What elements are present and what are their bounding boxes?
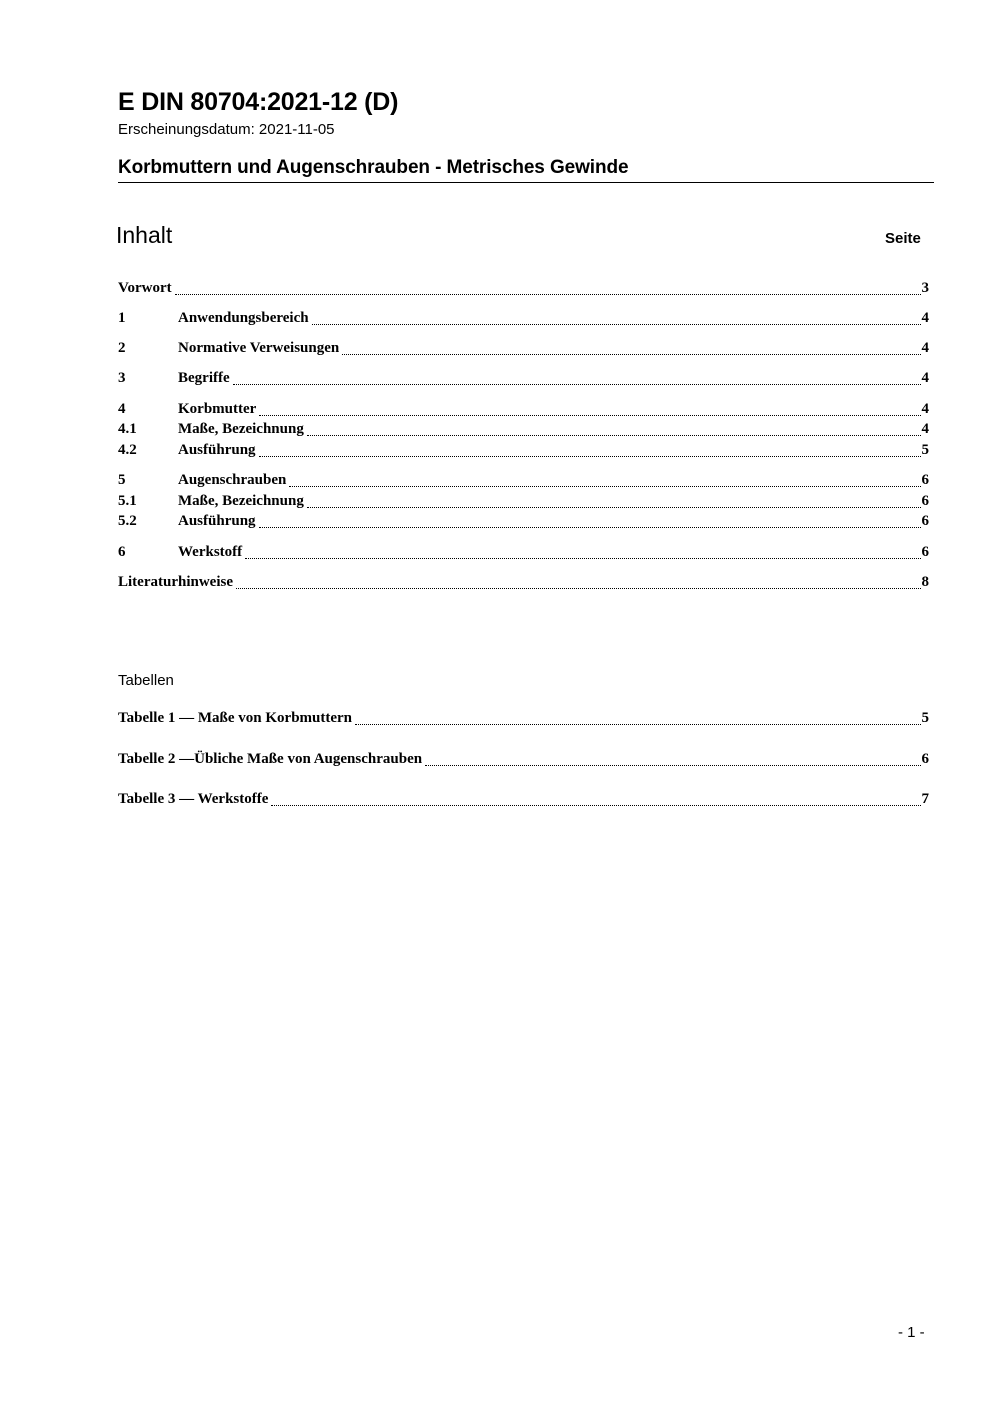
table-entry-3[interactable] <box>118 791 929 811</box>
dot-leader <box>245 558 920 559</box>
toc-entry-number: 5.2 <box>118 513 137 529</box>
tables-heading: Tabellen <box>118 672 174 689</box>
toc-entry-text: Normative Verweisungen <box>178 340 340 356</box>
toc-entry-text: Korbmutter <box>178 401 257 417</box>
toc-entry-text: Werkstoff <box>178 544 243 560</box>
dot-leader <box>355 724 920 725</box>
toc-entry-text: Ausführung <box>178 513 256 529</box>
toc-entry-number: 5 <box>118 472 126 488</box>
toc-entry-begriffe[interactable] <box>118 370 929 390</box>
document-title: Korbmuttern und Augenschrauben - Metrisches Gewinde <box>118 157 629 178</box>
toc-entry-text: Maße, Bezeichnung <box>178 493 304 509</box>
toc-entry-page: 6 <box>921 513 929 529</box>
toc-entry-anwendungsbereich[interactable] <box>118 310 929 330</box>
toc-entry-number: 4.1 <box>118 421 137 437</box>
dot-leader <box>259 527 921 528</box>
toc-entry-text: Literaturhinweise <box>118 574 233 590</box>
toc-entry-text: Begriffe <box>178 370 230 386</box>
table-entry-page: 7 <box>921 791 929 807</box>
toc-entry-number: 5.1 <box>118 493 137 509</box>
toc-entry-number: 2 <box>118 340 126 356</box>
toc-entry-page: 6 <box>921 493 929 509</box>
dot-leader <box>289 486 920 487</box>
dot-leader <box>175 294 921 295</box>
toc-entry-page: 3 <box>921 280 929 296</box>
toc-entry-number: 4 <box>118 401 126 417</box>
dot-leader <box>307 507 921 508</box>
toc-entry-page: 4 <box>921 370 929 386</box>
toc-entry-korbmutter[interactable] <box>118 401 929 421</box>
toc-entry-page: 5 <box>921 442 929 458</box>
page-number: - 1 - <box>898 1324 925 1341</box>
toc-entry-page: 6 <box>921 472 929 488</box>
toc-entry-normative-verweisungen[interactable] <box>118 340 929 360</box>
toc-entry-page: 6 <box>921 544 929 560</box>
table-entry-page: 6 <box>921 751 929 767</box>
toc-entry-literaturhinweise[interactable] <box>118 574 929 594</box>
dot-leader <box>312 324 921 325</box>
dot-leader <box>259 456 921 457</box>
toc-entry-text: Vorwort <box>118 280 172 296</box>
toc-entry-page: 4 <box>921 340 929 356</box>
toc-entry-augenschrauben[interactable] <box>118 472 929 492</box>
toc-entry-number: 1 <box>118 310 126 326</box>
document-id: E DIN 80704:2021-12 (D) <box>118 88 399 116</box>
toc-entry-text: Augenschrauben <box>178 472 287 488</box>
toc-entry-text: Maße, Bezeichnung <box>178 421 304 437</box>
toc-entry-page: 4 <box>921 310 929 326</box>
toc-entry-number: 3 <box>118 370 126 386</box>
toc-entry-number: 6 <box>118 544 126 560</box>
table-entry-text: Tabelle 1 — Maße von Korbmuttern <box>118 710 353 726</box>
toc-entry-page: 4 <box>921 401 929 417</box>
toc-page-column-label: Seite <box>885 230 921 247</box>
dot-leader <box>236 588 921 589</box>
dot-leader <box>425 765 920 766</box>
toc-entry-masse-bezeichnung-augenschrauben[interactable] <box>118 493 929 513</box>
toc-heading: Inhalt <box>116 222 173 248</box>
toc-entry-text: Ausführung <box>178 442 256 458</box>
table-entry-page: 5 <box>921 710 929 726</box>
toc-entry-text: Anwendungsbereich <box>178 310 309 326</box>
dot-leader <box>271 805 920 806</box>
dot-leader <box>259 415 920 416</box>
toc-entry-number: 4.2 <box>118 442 137 458</box>
table-entry-1[interactable] <box>118 710 929 730</box>
dot-leader <box>307 435 921 436</box>
table-entry-text: Tabelle 2 —Übliche Maße von Augenschrauben <box>118 751 423 767</box>
toc-entry-werkstoff[interactable] <box>118 544 929 564</box>
title-divider <box>118 182 934 183</box>
toc-entry-masse-bezeichnung-korbmutter[interactable] <box>118 421 929 441</box>
toc-entry-vorwort[interactable] <box>118 280 929 300</box>
publication-date: Erscheinungsdatum: 2021-11-05 <box>118 121 335 138</box>
dot-leader <box>342 354 920 355</box>
toc-entry-page: 4 <box>921 421 929 437</box>
table-entry-2[interactable] <box>118 751 929 771</box>
toc-entry-ausfuehrung-augenschrauben[interactable] <box>118 513 929 533</box>
toc-entry-page: 8 <box>921 574 929 590</box>
toc-entry-ausfuehrung-korbmutter[interactable] <box>118 442 929 462</box>
table-entry-text: Tabelle 3 — Werkstoffe <box>118 791 269 807</box>
dot-leader <box>233 384 921 385</box>
